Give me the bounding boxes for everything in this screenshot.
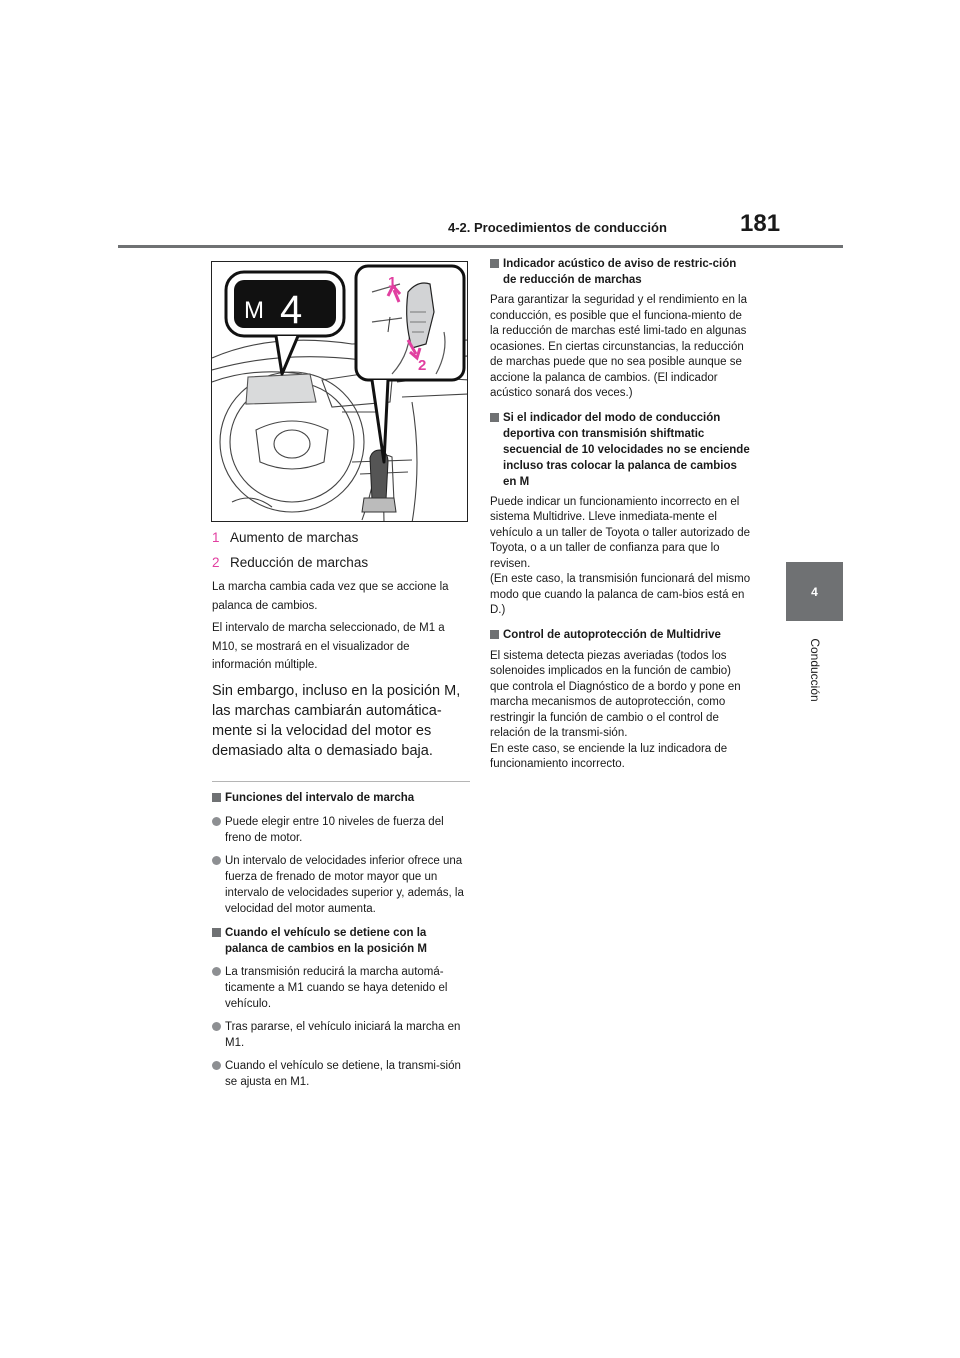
callout-1: 1 — [388, 274, 397, 291]
section-title: Indicador acústico de aviso de restric-ción de reducción de marchas — [503, 258, 737, 286]
section-body: Para garantizar la seguridad y el rendimiento en la conducción, es posible que el funciona-miento de la reducción de marchas esté limi-tado en algunas ocasiones. En ciertas circunstancias, la reducción de marchas puede que no sea posible aunque se accione la palanca de cambios. (El indicador acústico sonará dos veces.) — [490, 294, 747, 399]
legend-text: Aumento de marchas — [230, 530, 359, 545]
bullet-item — [212, 1058, 470, 1090]
bullet-dot-icon — [212, 1058, 225, 1090]
paragraph: La marcha cambia cada vez que se accione la palanca de cambios. — [212, 581, 449, 612]
bullet-text: Tras pararse, el vehículo iniciará la marcha en M1. — [225, 1020, 461, 1049]
square-marker-icon — [212, 790, 225, 807]
legend-number: 1 — [212, 530, 220, 545]
paragraph: El intervalo de marcha seleccionado, de M1 a M10, se mostrará en el visualizador de información múltiple. — [212, 622, 445, 671]
legend-item — [212, 528, 470, 547]
cockpit-illustration — [212, 262, 468, 522]
square-marker-icon — [490, 627, 503, 644]
square-marker-icon — [490, 256, 503, 288]
chapter-title: Conducción — [808, 638, 822, 702]
section-title: Funciones del intervalo de marcha — [225, 791, 415, 804]
legend-number: 2 — [212, 555, 220, 570]
right-column — [490, 256, 752, 773]
chapter-side-label — [782, 630, 848, 710]
bullet-dot-icon — [212, 814, 225, 846]
header-rule — [118, 245, 843, 248]
bullet-text: Puede elegir entre 10 niveles de fuerza del freno de motor. — [225, 815, 444, 844]
chapter-number: 4 — [811, 584, 818, 599]
bullet-text: Cuando el vehículo se detiene, la transmi-sión se ajusta en M1. — [225, 1059, 461, 1088]
section-title: Si el indicador del modo de conducción deportiva con transmisión shiftmatic secuencial de 10 velocidades no se enciende incluso tras colocar la palanca de cambios en M — [503, 411, 750, 488]
header-section-title: 4-2. Procedimientos de conducción — [448, 220, 667, 235]
section-separator — [212, 781, 470, 782]
paragraph-emphasis: Sin embargo, incluso en la posición M, las marchas cambiarán automática-mente si la velocidad del motor es demasiado alta o demasiado baja. — [212, 682, 461, 759]
section-body: Puede indicar un funcionamiento incorrecto en el sistema Multidrive. Lleve inmediata-mente el vehículo a un taller de Toyota o taller autorizado de Toyota, o a un taller de confianza para que lo revisen. (En este caso, la transmisión funcionará del mismo modo que cuando la palanca de cam-bios está en D.) — [490, 495, 751, 616]
legend-text: Reducción de marchas — [230, 555, 369, 570]
bullet-text: Un intervalo de velocidades inferior ofrece una fuerza de frenado de motor mayor que un intervalo de velocidades superior y, además, la velocidad del motor aumenta. — [225, 854, 464, 915]
chapter-tab — [786, 562, 843, 621]
section-title: Control de autoprotección de Multidrive — [503, 628, 721, 641]
callout-2: 2 — [418, 357, 427, 374]
section-heading — [490, 410, 752, 490]
bullet-text: La transmisión reducirá la marcha automá-ticamente a M1 cuando se haya detenido el vehículo. — [225, 965, 448, 1010]
left-column — [212, 528, 470, 1090]
gear-number: 4 — [280, 288, 303, 332]
page-number: 181 — [740, 210, 781, 237]
square-marker-icon — [212, 925, 225, 957]
section-heading — [490, 627, 752, 644]
bullet-item — [212, 964, 470, 1012]
shift-lever-figure — [211, 261, 468, 522]
bullet-dot-icon — [212, 853, 225, 917]
gear-mode-letter: M — [244, 297, 264, 324]
section-heading — [212, 790, 470, 807]
bullet-dot-icon — [212, 1019, 225, 1051]
square-marker-icon — [490, 410, 503, 490]
bullet-item — [212, 814, 470, 846]
section-title: Cuando el vehículo se detiene con la palanca de cambios en la posición M — [225, 926, 427, 955]
bullet-item — [212, 853, 470, 917]
bullet-item — [212, 1019, 470, 1051]
bullet-dot-icon — [212, 964, 225, 1012]
section-heading — [490, 256, 752, 288]
section-heading — [212, 925, 470, 957]
section-body: El sistema detecta piezas averiadas (todos los solenoides implicados en la función de cambio) que controla el Diagnóstico de a bordo y pone en marcha mecanismos de autoprotección, como restringir la función de cambio o el control de relación de la transmi-sión. En este caso, se enciende la luz indicadora de funcionamiento incorrecto. — [490, 649, 741, 770]
legend-item — [212, 553, 470, 572]
